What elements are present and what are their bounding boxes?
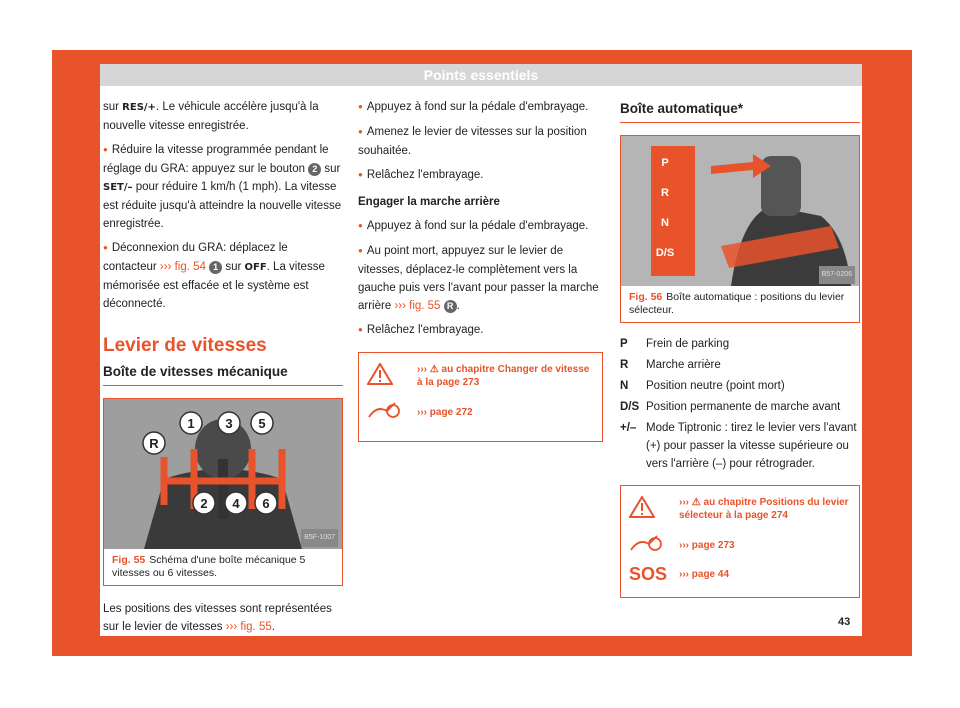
environment-icon: [629, 532, 679, 558]
bullet-item: ● Relâchez l'embrayage.: [358, 166, 603, 185]
definition-row: N Position neutre (point mort): [620, 380, 785, 392]
gear-label: 5: [258, 416, 266, 431]
selector-label: P: [661, 157, 669, 169]
page-number: 43: [838, 616, 851, 628]
gear-label: R: [149, 436, 159, 451]
definition-list: [620, 335, 860, 473]
figure-link[interactable]: ››› fig. 54: [159, 261, 206, 273]
selector-label: D/S: [655, 247, 675, 259]
manual-gearbox-illustration: [104, 399, 342, 549]
bullet-item: ● Relâchez l'embrayage.: [358, 321, 603, 340]
gear-label: 6: [262, 496, 270, 511]
warning-row: [629, 532, 851, 558]
bullet-item: ● Déconnexion du GRA: déplacez le contacteur ››› fig. 54 1 sur OFF. La vitesse mémorisée est effacée et le système est déconnecté.: [103, 239, 343, 313]
bullet-item: ● Appuyez à fond sur la pédale d'embrayage.: [358, 98, 603, 117]
callout-number: 2: [308, 163, 321, 176]
figure-55: [103, 398, 343, 586]
selector-label: N: [661, 217, 669, 229]
definition-row: +/– Mode Tiptronic : tirez le levier vers l'avant (+) pour passer la vitesse supérieure ou vers l'arrière (–) pour rétrograder.: [620, 422, 857, 470]
subsection-title: Boîte automatique*: [620, 100, 860, 123]
figure-caption: Fig. 56 Boîte automatique : positions du levier sélecteur.: [629, 291, 845, 316]
definition-row: P Frein de parking: [620, 338, 730, 350]
figure-image: [621, 136, 859, 286]
warning-row: [629, 496, 851, 522]
definition-row: R Marche arrière: [620, 359, 721, 371]
page-link[interactable]: ››› page 273: [679, 539, 735, 551]
gear-label: 4: [232, 496, 240, 511]
callout-number: R: [444, 300, 457, 313]
page-header: Points essentiels: [100, 64, 862, 86]
warning-box: [358, 352, 603, 442]
column-1: [103, 98, 343, 642]
button-label: SET/–: [103, 182, 133, 193]
figure-56: [620, 135, 860, 323]
selector-label: R: [661, 187, 669, 199]
figure-link[interactable]: ››› fig. 55: [225, 621, 272, 633]
warning-icon: [367, 363, 417, 389]
figure-code: B5F-1007: [301, 529, 338, 547]
warning-icon: [629, 496, 679, 522]
figure-image: [104, 399, 342, 549]
subheading: Engager la marche arrière: [358, 196, 500, 208]
subsection-title: Boîte de vitesses mécanique: [103, 363, 343, 386]
column-2: [358, 98, 603, 442]
warning-link[interactable]: ››› ⚠ au chapitre Positions du levier sélecteur à la page 274: [679, 497, 849, 521]
section-title: Levier de vitesses: [103, 335, 267, 356]
warning-row: [629, 564, 851, 584]
column-3: [620, 98, 860, 598]
warning-row: [367, 363, 594, 389]
definition-row: D/S Position permanente de marche avant: [620, 401, 841, 413]
gear-label: 2: [200, 496, 208, 511]
button-label: OFF: [244, 262, 267, 273]
automatic-gearbox-illustration: [621, 136, 859, 286]
page-link[interactable]: ››› page 272: [417, 406, 473, 418]
button-label: RES/+: [122, 102, 156, 113]
page-link[interactable]: ››› page 44: [679, 569, 730, 580]
sos-icon: SOS: [629, 564, 668, 584]
callout-number: 1: [209, 261, 222, 274]
warning-link[interactable]: ››› ⚠ au chapitre Changer de vitesse à la page 273: [417, 364, 590, 388]
figure-code: B57-0206: [819, 266, 855, 284]
gear-label: 1: [187, 416, 195, 431]
bullet-item: ● Au point mort, appuyez sur le levier de vitesses, déplacez-le complètement vers la gauche puis vers l'avant pour passer la marche arrière ››› fig. 55 R .: [358, 242, 603, 315]
warning-box: [620, 485, 860, 598]
warning-row: [367, 399, 594, 425]
figure-link[interactable]: ››› fig. 55: [394, 300, 441, 312]
bullet-item: ● Appuyez à fond sur la pédale d'embrayage.: [358, 217, 603, 236]
bullet-item: ● Amenez le levier de vitesses sur la position souhaitée.: [358, 123, 603, 160]
paragraph: Les positions des vitesses sont représentées sur le levier de vitesses ››› fig. 55.: [103, 603, 332, 633]
bullet-item: ● Réduire la vitesse programmée pendant le réglage du GRA: appuyez sur le bouton 2 sur SET/– pour réduire 1 km/h (1 mph). La vitesse est réduite jusqu'à atteindre la nouvelle vitesse enregistrée.: [103, 141, 343, 233]
paragraph: sur RES/+. Le véhicule accélère jusqu'à la nouvelle vitesse enregistrée.: [103, 101, 319, 132]
environment-icon: [367, 399, 417, 425]
figure-caption: Fig. 55 Schéma d'une boîte mécanique 5 vitesses ou 6 vitesses.: [112, 554, 306, 579]
gear-label: 3: [225, 416, 233, 431]
